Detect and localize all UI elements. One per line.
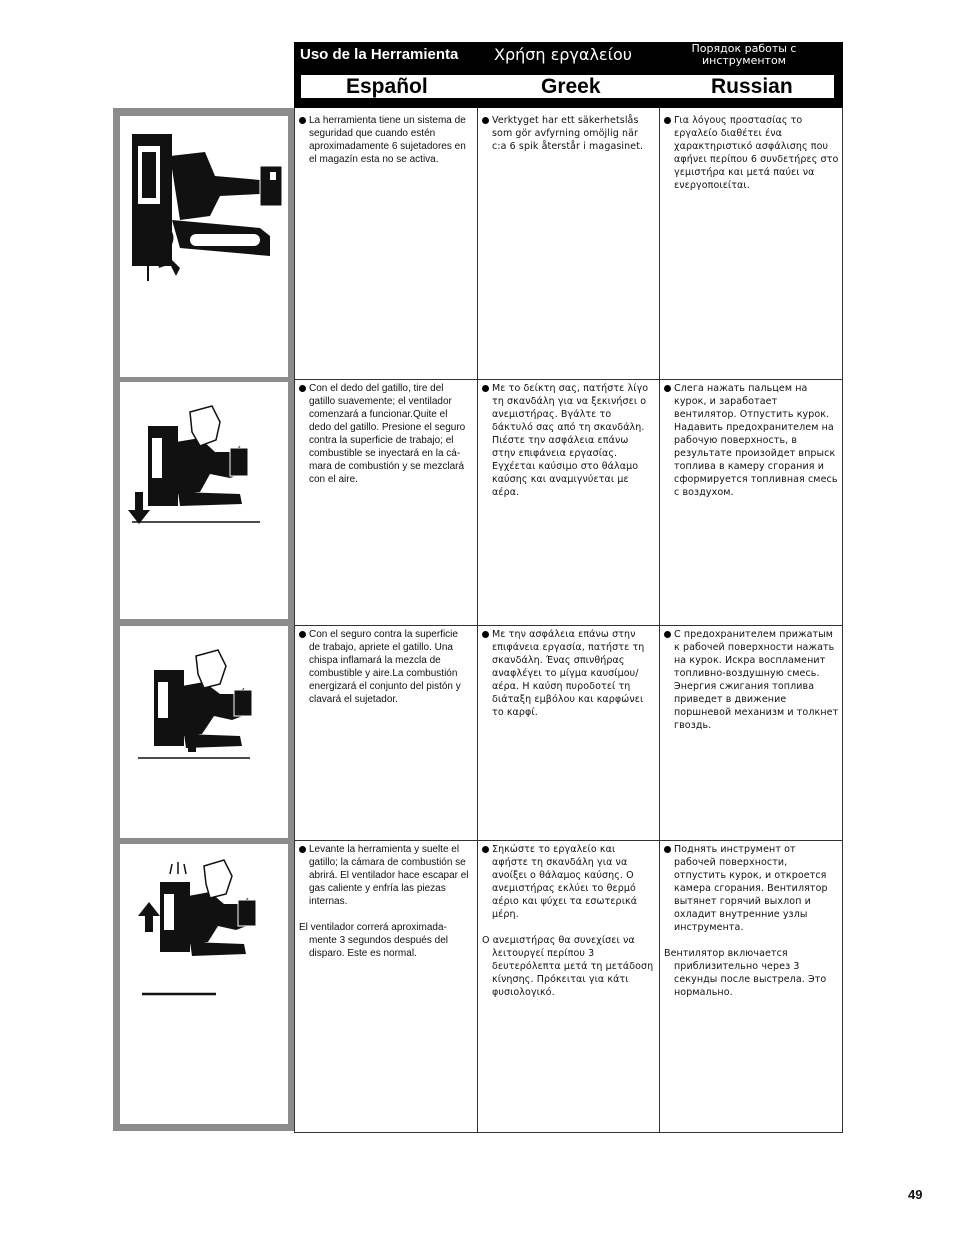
row2-greek: Με το δείκτη σας, πατήστε λίγο τη σκανδάλη για να ξεκινήσει ο ανεμιστήρας. Βγάλτε το δάκτυλό σας από τη σκανδάλη. Πιέστε την ασφάλεια επάνω στην επιφάνεια εργασίας. Εγχέεται καύσιμο στο θάλαμο καύσης και αναμιγνύεται με αέρα.	[482, 382, 654, 499]
row1-swedish: Verktyget har ett säkerhetslås som gör avfyrning omöjlig när c:a 6 spik återstår i magasinet.	[482, 114, 654, 153]
figure-3	[120, 626, 288, 838]
bullet-icon	[482, 117, 489, 124]
page-number: 49	[908, 1187, 923, 1202]
title-russian: Порядок работы с инструментом	[691, 42, 797, 67]
language-row	[300, 74, 835, 99]
header-band	[294, 42, 843, 108]
row2-russian: Слега нажать пальцем на курок, и заработает вентилятор. Отпустить курок. Надавить предохранителем на рабочую поверхность, в результате произойдет впрыск топлива в камеру сгорания и сформируется топливная смесь с воздухом.	[664, 382, 839, 499]
row3-spanish: Con el seguro contra la superficie de trabajo, apriete el gatillo. Una chispa inflamará la mezcla de combustible y aire.La combustión energizará el conjunto del pistón y clavará el sujetador.	[299, 628, 471, 706]
row2-spanish: Con el dedo del gatillo, tire del gatillo suavemente; el ventilador comenzará a funcionar.Quite el dedo del gatillo. Presione el seguro contra la superficie de trabajo; el combustible se inyectará en la cá-mara de combustión y se mezclará con el aire.	[299, 382, 471, 486]
row4-spanish: Levante la herramienta y suelte el gatillo; la cámara de combustión se abrirá. El ventilador hace escapar el gas caliente y enfría las piezas internas. El ventilador correrá aproximada-mente 3 segundos después del disparo. Este es normal.	[299, 843, 471, 960]
figure-2	[120, 382, 288, 619]
bullet-icon	[299, 846, 306, 853]
nailer-illustration	[120, 626, 288, 838]
row1-greek: Για λόγους προστασίας το εργαλείο διαθέτει ένα χαρακτηριστικό ασφάλισης που αφήνει περίπου 6 συνδετήρες στο γεμιστήρα και μετά παύει να ενεργοποιείται.	[664, 114, 839, 192]
bullet-icon	[299, 631, 306, 638]
row4-greek: Σηκώστε το εργαλείο και αφήστε τη σκανδάλη για να ανοίξει ο θάλαμος καύσης. Ο ανεμιστήρας εκλύει το θερμό αέριο και ψύχει τα εσωτερικά μέρη. Ο ανεμιστήρας θα συνεχίσει να λειτουργεί περίπου 3 δευτερόλεπτα μετά τη μετάδοση κίνησης. Πρόκειται για κάτι φυσιολογικό.	[482, 844, 654, 998]
row1-spanish: La herramienta tiene un sistema de seguridad que cuando estén aproximadamente 6 sujetadores en el magazín esta no se activa.	[299, 114, 471, 166]
figure-1	[120, 116, 288, 377]
arrow-down-icon	[128, 492, 150, 524]
bullet-icon	[664, 385, 671, 392]
bullet-icon	[299, 385, 306, 392]
bullet-icon	[664, 117, 671, 124]
nailer-illustration	[120, 382, 288, 619]
row3-russian: С предохранителем прижатым к рабочей поверхности нажать на курок. Искра воспламенит топливно-воздушную смесь. Энергия сжигания топлива приведет в движение поршневой механизм и толкнет гвоздь.	[664, 628, 839, 732]
title-spanish: Uso de la Herramienta	[300, 46, 459, 63]
bullet-icon	[482, 385, 489, 392]
row4-greek-note: Ο ανεμιστήρας θα συνεχίσει να λειτουργεί περίπου 3 δευτερόλεπτα μετά τη μετάδοση κίνησης. Πρόκειται για κάτι φυσιολογικό.	[482, 935, 654, 998]
figure-column	[113, 108, 295, 1131]
nailer-illustration	[120, 116, 288, 377]
bullet-icon	[664, 846, 671, 853]
lang-russian: Russian	[711, 75, 793, 98]
bullet-icon	[299, 117, 306, 124]
row4-russian: Поднять инструмент от рабочей поверхности, отпустить курок, и откроется камера сгорания. Вентилятор вытянет горячий выхлоп и охладит внутренние узлы инструмента. Вентилятор включается приблизительно через 3 секунды после выстрела. Это нормально.	[664, 843, 839, 999]
bullet-icon	[664, 631, 671, 638]
figure-4	[120, 844, 288, 1124]
row4-russian-note: Вентилятор включается приблизительно через 3 секунды после выстрела. Это нормально.	[664, 948, 827, 998]
arrow-up-icon	[138, 902, 160, 932]
bullet-icon	[482, 846, 489, 853]
lang-greek: Greek	[541, 75, 601, 98]
header-titles	[294, 42, 843, 68]
instruction-table	[294, 108, 843, 1133]
row4-spanish-note: El ventilador correrá aproximada-mente 3 segundos después del disparo. Este es normal.	[299, 922, 448, 959]
bullet-icon	[482, 631, 489, 638]
row3-greek: Με την ασφάλεια επάνω στην επιφάνεια εργασία, πατήστε τη σκανδάλη. Ένας σπινθήρας αναφλέγει το μίγμα καυσίμου/αέρα. Η καύση πυροδοτεί τη διάταξη εμβόλου και καρφώνει το καρφί.	[482, 628, 654, 719]
title-greek: Χρήση εργαλείου	[494, 45, 633, 64]
nailer-illustration	[120, 844, 288, 1124]
lang-spanish: Español	[346, 75, 428, 98]
